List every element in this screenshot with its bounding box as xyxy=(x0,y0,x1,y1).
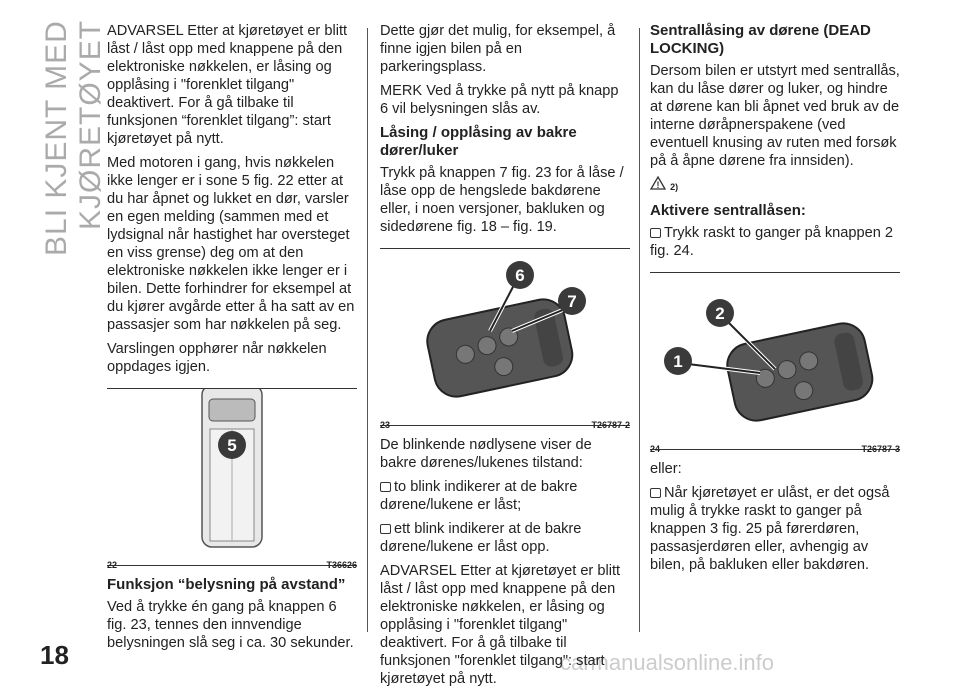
paragraph: eller: xyxy=(650,461,682,477)
paragraph: Dette gjør det mulig, for eksempel, å finne igjen bilen på en parkeringsplass. xyxy=(380,23,616,75)
bullet-item xyxy=(380,478,630,514)
column-divider xyxy=(367,28,368,632)
bullet-text: Når kjøretøyet er ulåst, er det også mulig å trykke raskt to ganger på knappen 3 fig. 25 på førerdøren, passasjerdøren eller, avhengig av bilen, på bakluken eller bakdøren. xyxy=(650,485,890,573)
warning-ref-text: 2) xyxy=(670,182,679,192)
figure-number: 22 xyxy=(107,560,118,570)
paragraph: ADVARSEL Etter at kjøretøyet er blitt låst / låst opp med knappene på den elektroniske nøkkelen, er låsing og opplåsing i "forenklet tilgang" deaktivert. For å gå tilbake til funksjonen “forenklet tilgang”: start kjøretøyet på nytt. xyxy=(107,23,348,147)
callout-label: 7 xyxy=(567,292,577,311)
warning-triangle-icon xyxy=(650,176,666,190)
figure-caption xyxy=(107,554,357,574)
warning-reference xyxy=(650,176,900,196)
figure-caption xyxy=(380,414,630,434)
key-card-illustration xyxy=(650,273,900,433)
figure-23 xyxy=(380,248,630,430)
section-heading: Aktivere sentrallåsen: xyxy=(650,202,806,219)
callout-label: 2 xyxy=(715,304,725,323)
paragraph: MERK Ved å trykke på nytt på knapp 6 vil belysningen slås av. xyxy=(380,83,619,117)
figure-number: 23 xyxy=(380,420,391,430)
svg-text:!: ! xyxy=(656,180,660,190)
section-heading: Låsing / opplåsing av bakre dører/luker xyxy=(380,124,577,159)
paragraph: Med motoren i gang, hvis nøkkelen ikke lenger er i sone 5 fig. 22 etter at du har åpnet og lukket en dør, varsler en egen melding (sammen med et lydsignal når hastighet har oversteget en viss grense) deg om at den elektroniske nøkkelen ikke lenger er i bilen. Dette forhindrer for eksempel at du kjører avgårde etter å ha satt av en passasjer som har nøkkelen på seg. xyxy=(107,155,355,333)
figure-caption xyxy=(650,438,900,458)
figure-code: T26787-3 xyxy=(861,444,900,454)
paragraph: Dersom bilen er utstyrt med sentrallås, kan du låse dører og luker, og hindre at dørene kan bli åpnet ved bruk av de interne døråpnerspakene (ved eventuell knusing av ruten med forsøk på å åpne dørene fra innsiden). xyxy=(650,63,900,169)
bullet-text: Trykk raskt to ganger på knappen 2 fig. 24. xyxy=(650,225,894,259)
bullet-item xyxy=(650,484,900,574)
page-number: 18 xyxy=(40,640,69,670)
figure-code: T36626 xyxy=(326,560,357,570)
van-topview-illustration xyxy=(107,389,357,549)
column-2 xyxy=(380,22,630,694)
checkbox-bullet-icon xyxy=(650,228,661,238)
column-3 xyxy=(650,22,900,580)
paragraph: Varslingen opphører når nøkkelen oppdages igjen. xyxy=(107,341,327,375)
paragraph: Ved å trykke én gang på knappen 6 fig. 23, tennes den innvendige belysningen slå seg i ca. 30 sekunder. xyxy=(107,599,354,651)
figure-code: T26787-2 xyxy=(591,420,630,430)
footer-watermark: carmanualsonline.info xyxy=(560,650,775,675)
column-divider xyxy=(639,28,640,632)
figure-22 xyxy=(107,388,357,570)
figure-number: 24 xyxy=(650,444,661,454)
side-section-title: BLI KJENT MED KJØRETØYET xyxy=(40,20,107,256)
paragraph: Trykk på knappen 7 fig. 23 for å låse / låse opp de hengslede bakdørene eller, i noen versjoner, bakluken og sidedørene fig. 18 – fig. 19. xyxy=(380,165,624,235)
checkbox-bullet-icon xyxy=(650,488,661,498)
bullet-item xyxy=(650,224,900,260)
callout-label: 5 xyxy=(227,436,237,455)
column-1 xyxy=(107,22,357,658)
checkbox-bullet-icon xyxy=(380,524,391,534)
section-heading: Sentrallåsing av dørene (DEAD LOCKING) xyxy=(650,22,871,57)
bullet-item xyxy=(380,520,630,556)
callout-label: 6 xyxy=(515,266,525,285)
callout-label: 1 xyxy=(673,352,683,371)
checkbox-bullet-icon xyxy=(380,482,391,492)
paragraph: De blinkende nødlysene viser de bakre dørenes/lukenes tilstand: xyxy=(380,437,592,471)
figure-24 xyxy=(650,272,900,454)
bullet-text: to blink indikerer at de bakre dørene/lukene er låst; xyxy=(380,479,578,513)
bullet-text: ett blink indikerer at de bakre dørene/lukene er låst opp. xyxy=(380,521,582,555)
paragraph: ADVARSEL Etter at kjøretøyet er blitt låst / låst opp med knappene på den elektroniske nøkkelen, er låsing og opplåsing i "forenklet tilgang" deaktivert. For å gå tilbake til funksjonen "forenklet tilgang": start kjøretøyet på nytt. xyxy=(380,563,621,687)
section-heading: Funksjon “belysning på avstand” xyxy=(107,576,346,593)
key-card-illustration xyxy=(380,249,630,409)
